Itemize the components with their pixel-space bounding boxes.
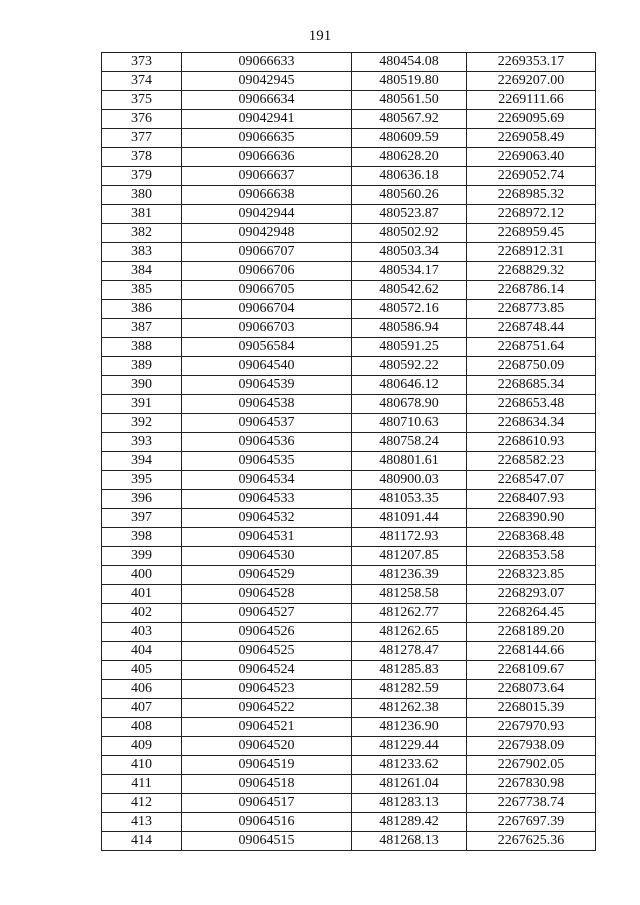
point-id-cell: 09064539	[182, 376, 352, 395]
point-id-cell: 09064533	[182, 490, 352, 509]
point-id-cell: 09066707	[182, 243, 352, 262]
point-id-cell: 09064524	[182, 661, 352, 680]
table-row	[102, 490, 596, 509]
table-row	[102, 680, 596, 699]
point-id-cell: 09066637	[182, 167, 352, 186]
row-number-cell: 379	[102, 167, 182, 186]
table-row	[102, 205, 596, 224]
point-id-cell: 09066636	[182, 148, 352, 167]
table-row	[102, 186, 596, 205]
x-coordinate-cell: 480454.08	[352, 53, 467, 72]
y-coordinate-cell: 2268829.32	[467, 262, 596, 281]
table-row	[102, 547, 596, 566]
y-coordinate-cell: 2267738.74	[467, 794, 596, 813]
point-id-cell: 09064536	[182, 433, 352, 452]
point-id-cell: 09064531	[182, 528, 352, 547]
point-id-cell: 09066635	[182, 129, 352, 148]
y-coordinate-cell: 2268390.90	[467, 509, 596, 528]
x-coordinate-cell: 480801.61	[352, 452, 467, 471]
y-coordinate-cell: 2269063.40	[467, 148, 596, 167]
x-coordinate-cell: 481236.39	[352, 566, 467, 585]
x-coordinate-cell: 480561.50	[352, 91, 467, 110]
y-coordinate-cell: 2268653.48	[467, 395, 596, 414]
y-coordinate-cell: 2269353.17	[467, 53, 596, 72]
table-row	[102, 338, 596, 357]
row-number-cell: 398	[102, 528, 182, 547]
table-row	[102, 471, 596, 490]
table-row	[102, 91, 596, 110]
row-number-cell: 374	[102, 72, 182, 91]
x-coordinate-cell: 480503.34	[352, 243, 467, 262]
point-id-cell: 09064521	[182, 718, 352, 737]
x-coordinate-cell: 481207.85	[352, 547, 467, 566]
y-coordinate-cell: 2269095.69	[467, 110, 596, 129]
row-number-cell: 381	[102, 205, 182, 224]
y-coordinate-cell: 2268773.85	[467, 300, 596, 319]
row-number-cell: 399	[102, 547, 182, 566]
y-coordinate-cell: 2269052.74	[467, 167, 596, 186]
table-row	[102, 509, 596, 528]
x-coordinate-cell: 481278.47	[352, 642, 467, 661]
x-coordinate-cell: 480560.26	[352, 186, 467, 205]
table-row	[102, 585, 596, 604]
row-number-cell: 380	[102, 186, 182, 205]
row-number-cell: 400	[102, 566, 182, 585]
x-coordinate-cell: 481262.65	[352, 623, 467, 642]
point-id-cell: 09042944	[182, 205, 352, 224]
table-row	[102, 300, 596, 319]
x-coordinate-cell: 481289.42	[352, 813, 467, 832]
table-body	[102, 53, 596, 851]
point-id-cell: 09064516	[182, 813, 352, 832]
point-id-cell: 09066703	[182, 319, 352, 338]
y-coordinate-cell: 2268323.85	[467, 566, 596, 585]
row-number-cell: 385	[102, 281, 182, 300]
x-coordinate-cell: 481233.62	[352, 756, 467, 775]
table-row	[102, 528, 596, 547]
point-id-cell: 09056584	[182, 338, 352, 357]
x-coordinate-cell: 481258.58	[352, 585, 467, 604]
x-coordinate-cell: 481262.77	[352, 604, 467, 623]
x-coordinate-cell: 480534.17	[352, 262, 467, 281]
row-number-cell: 405	[102, 661, 182, 680]
row-number-cell: 397	[102, 509, 182, 528]
x-coordinate-cell: 480592.22	[352, 357, 467, 376]
x-coordinate-cell: 480636.18	[352, 167, 467, 186]
table-row	[102, 262, 596, 281]
point-id-cell: 09066704	[182, 300, 352, 319]
page-number: 191	[308, 28, 332, 44]
x-coordinate-cell: 481282.59	[352, 680, 467, 699]
row-number-cell: 373	[102, 53, 182, 72]
table-row	[102, 148, 596, 167]
x-coordinate-cell: 480710.63	[352, 414, 467, 433]
table-row	[102, 566, 596, 585]
point-id-cell: 09064525	[182, 642, 352, 661]
table-row	[102, 699, 596, 718]
point-id-cell: 09042941	[182, 110, 352, 129]
y-coordinate-cell: 2268582.23	[467, 452, 596, 471]
point-id-cell: 09064529	[182, 566, 352, 585]
x-coordinate-cell: 481053.35	[352, 490, 467, 509]
y-coordinate-cell: 2268073.64	[467, 680, 596, 699]
table-row	[102, 433, 596, 452]
y-coordinate-cell: 2268547.07	[467, 471, 596, 490]
table-row	[102, 110, 596, 129]
row-number-cell: 383	[102, 243, 182, 262]
y-coordinate-cell: 2268189.20	[467, 623, 596, 642]
table-row	[102, 129, 596, 148]
row-number-cell: 394	[102, 452, 182, 471]
x-coordinate-cell: 480678.90	[352, 395, 467, 414]
y-coordinate-cell: 2268264.45	[467, 604, 596, 623]
table-row	[102, 623, 596, 642]
coordinates-table	[101, 52, 596, 851]
y-coordinate-cell: 2267902.05	[467, 756, 596, 775]
row-number-cell: 409	[102, 737, 182, 756]
y-coordinate-cell: 2268368.48	[467, 528, 596, 547]
x-coordinate-cell: 480758.24	[352, 433, 467, 452]
table-row	[102, 72, 596, 91]
point-id-cell: 09042948	[182, 224, 352, 243]
y-coordinate-cell: 2267830.98	[467, 775, 596, 794]
x-coordinate-cell: 481268.13	[352, 832, 467, 851]
x-coordinate-cell: 480586.94	[352, 319, 467, 338]
table-row	[102, 832, 596, 851]
row-number-cell: 377	[102, 129, 182, 148]
row-number-cell: 413	[102, 813, 182, 832]
point-id-cell: 09064535	[182, 452, 352, 471]
y-coordinate-cell: 2268144.66	[467, 642, 596, 661]
y-coordinate-cell: 2268685.34	[467, 376, 596, 395]
row-number-cell: 406	[102, 680, 182, 699]
y-coordinate-cell: 2268912.31	[467, 243, 596, 262]
row-number-cell: 395	[102, 471, 182, 490]
x-coordinate-cell: 480628.20	[352, 148, 467, 167]
table-row	[102, 813, 596, 832]
x-coordinate-cell: 481261.04	[352, 775, 467, 794]
row-number-cell: 389	[102, 357, 182, 376]
y-coordinate-cell: 2268985.32	[467, 186, 596, 205]
point-id-cell: 09064538	[182, 395, 352, 414]
point-id-cell: 09064532	[182, 509, 352, 528]
point-id-cell: 09064530	[182, 547, 352, 566]
table-row	[102, 167, 596, 186]
y-coordinate-cell: 2268786.14	[467, 281, 596, 300]
row-number-cell: 382	[102, 224, 182, 243]
row-number-cell: 393	[102, 433, 182, 452]
table-row	[102, 661, 596, 680]
row-number-cell: 414	[102, 832, 182, 851]
x-coordinate-cell: 480646.12	[352, 376, 467, 395]
row-number-cell: 388	[102, 338, 182, 357]
row-number-cell: 402	[102, 604, 182, 623]
y-coordinate-cell: 2268610.93	[467, 433, 596, 452]
row-number-cell: 408	[102, 718, 182, 737]
point-id-cell: 09042945	[182, 72, 352, 91]
point-id-cell: 09066706	[182, 262, 352, 281]
table-row	[102, 414, 596, 433]
y-coordinate-cell: 2267970.93	[467, 718, 596, 737]
y-coordinate-cell: 2268748.44	[467, 319, 596, 338]
table-row	[102, 775, 596, 794]
y-coordinate-cell: 2268972.12	[467, 205, 596, 224]
row-number-cell: 412	[102, 794, 182, 813]
table-row	[102, 756, 596, 775]
x-coordinate-cell: 480542.62	[352, 281, 467, 300]
y-coordinate-cell: 2268353.58	[467, 547, 596, 566]
row-number-cell: 407	[102, 699, 182, 718]
y-coordinate-cell: 2268109.67	[467, 661, 596, 680]
point-id-cell: 09064526	[182, 623, 352, 642]
table-row	[102, 642, 596, 661]
table-row	[102, 319, 596, 338]
row-number-cell: 396	[102, 490, 182, 509]
y-coordinate-cell: 2269207.00	[467, 72, 596, 91]
y-coordinate-cell: 2269058.49	[467, 129, 596, 148]
table-row	[102, 452, 596, 471]
x-coordinate-cell: 480572.16	[352, 300, 467, 319]
point-id-cell: 09066705	[182, 281, 352, 300]
table-row	[102, 281, 596, 300]
y-coordinate-cell: 2268015.39	[467, 699, 596, 718]
row-number-cell: 386	[102, 300, 182, 319]
x-coordinate-cell: 481285.83	[352, 661, 467, 680]
y-coordinate-cell: 2268959.45	[467, 224, 596, 243]
x-coordinate-cell: 481262.38	[352, 699, 467, 718]
y-coordinate-cell: 2269111.66	[467, 91, 596, 110]
x-coordinate-cell: 480609.59	[352, 129, 467, 148]
y-coordinate-cell: 2268634.34	[467, 414, 596, 433]
y-coordinate-cell: 2268750.09	[467, 357, 596, 376]
row-number-cell: 404	[102, 642, 182, 661]
row-number-cell: 375	[102, 91, 182, 110]
row-number-cell: 390	[102, 376, 182, 395]
table-row	[102, 794, 596, 813]
point-id-cell: 09064517	[182, 794, 352, 813]
x-coordinate-cell: 481229.44	[352, 737, 467, 756]
point-id-cell: 09064520	[182, 737, 352, 756]
table-row	[102, 718, 596, 737]
point-id-cell: 09066634	[182, 91, 352, 110]
row-number-cell: 403	[102, 623, 182, 642]
x-coordinate-cell: 481091.44	[352, 509, 467, 528]
x-coordinate-cell: 481172.93	[352, 528, 467, 547]
row-number-cell: 392	[102, 414, 182, 433]
row-number-cell: 410	[102, 756, 182, 775]
table-row	[102, 243, 596, 262]
row-number-cell: 384	[102, 262, 182, 281]
x-coordinate-cell: 480523.87	[352, 205, 467, 224]
point-id-cell: 09064537	[182, 414, 352, 433]
row-number-cell: 378	[102, 148, 182, 167]
row-number-cell: 387	[102, 319, 182, 338]
table-row	[102, 357, 596, 376]
table-row	[102, 737, 596, 756]
point-id-cell: 09064540	[182, 357, 352, 376]
x-coordinate-cell: 480900.03	[352, 471, 467, 490]
y-coordinate-cell: 2267625.36	[467, 832, 596, 851]
x-coordinate-cell: 480567.92	[352, 110, 467, 129]
point-id-cell: 09064518	[182, 775, 352, 794]
table-row	[102, 395, 596, 414]
point-id-cell: 09066638	[182, 186, 352, 205]
row-number-cell: 401	[102, 585, 182, 604]
y-coordinate-cell: 2268407.93	[467, 490, 596, 509]
table-row	[102, 53, 596, 72]
y-coordinate-cell: 2267938.09	[467, 737, 596, 756]
x-coordinate-cell: 480519.80	[352, 72, 467, 91]
point-id-cell: 09064519	[182, 756, 352, 775]
y-coordinate-cell: 2268751.64	[467, 338, 596, 357]
x-coordinate-cell: 480502.92	[352, 224, 467, 243]
y-coordinate-cell: 2267697.39	[467, 813, 596, 832]
table-row	[102, 224, 596, 243]
point-id-cell: 09064534	[182, 471, 352, 490]
table-row	[102, 376, 596, 395]
x-coordinate-cell: 481283.13	[352, 794, 467, 813]
point-id-cell: 09064515	[182, 832, 352, 851]
row-number-cell: 376	[102, 110, 182, 129]
table-row	[102, 604, 596, 623]
row-number-cell: 391	[102, 395, 182, 414]
point-id-cell: 09064523	[182, 680, 352, 699]
x-coordinate-cell: 480591.25	[352, 338, 467, 357]
point-id-cell: 09064528	[182, 585, 352, 604]
point-id-cell: 09064522	[182, 699, 352, 718]
row-number-cell: 411	[102, 775, 182, 794]
point-id-cell: 09066633	[182, 53, 352, 72]
point-id-cell: 09064527	[182, 604, 352, 623]
x-coordinate-cell: 481236.90	[352, 718, 467, 737]
y-coordinate-cell: 2268293.07	[467, 585, 596, 604]
